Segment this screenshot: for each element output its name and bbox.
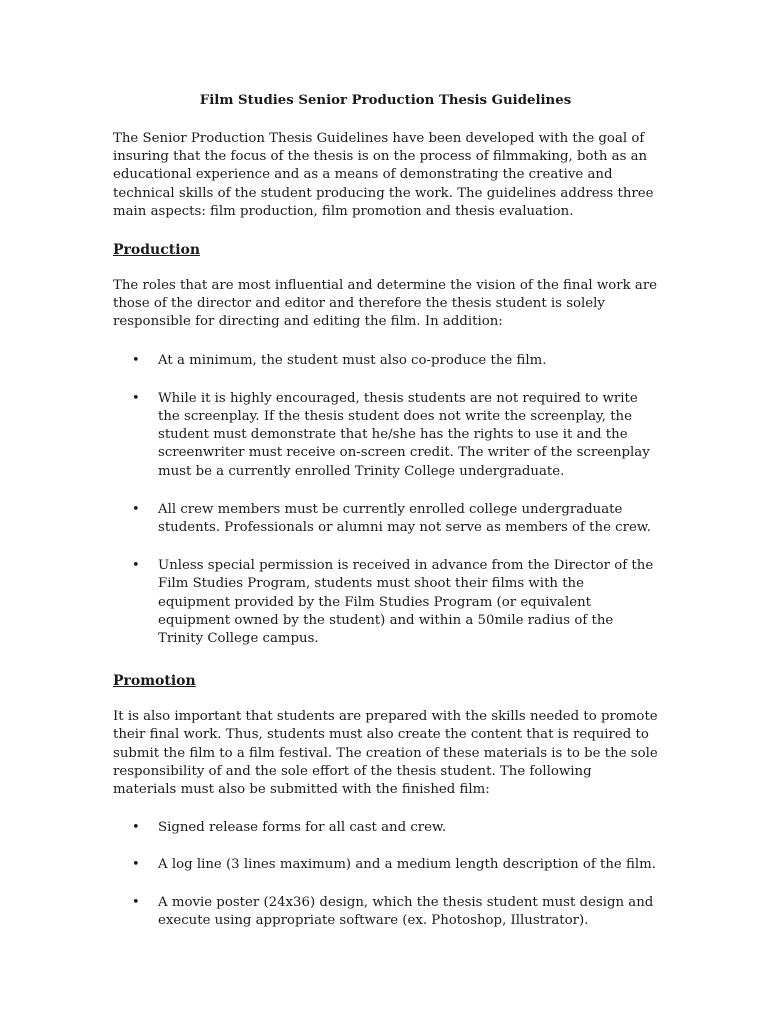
list-item-text: A log line (3 lines maximum) and a medium length description of the film. [158, 857, 656, 873]
promotion-heading: Promotion [113, 673, 196, 690]
list-item-text: A movie poster (24x36) design, which the thesis student must design and execute using appropriate software (ex. Photoshop, Illustrator). [158, 894, 654, 928]
list-item [113, 390, 658, 481]
promotion-list [113, 819, 658, 930]
bullet-icon: • [132, 857, 140, 873]
promotion-intro: It is also important that students are prepared with the skills needed to promote their final work. Thus, students must also create the content that is required to submit the film to a film festival. The creation of these materials is to be the sole responsibility of and the sole effort of the thesis student. The following materials must also be submitted with the finished film: [113, 709, 658, 798]
list-item-text: While it is highly encouraged, thesis students are not required to write the screenplay. If the thesis student does not write the screenplay, the student must demonstrate that he/she has the rights to use it and the screenwriter must receive on-screen credit. The writer of the screenplay must be a currently enrolled Trinity College undergraduate. [158, 390, 650, 479]
list-item [113, 894, 658, 930]
document-title: Film Studies Senior Production Thesis Guidelines [199, 93, 572, 108]
bullet-icon: • [132, 501, 140, 517]
bullet-icon: • [132, 390, 140, 406]
bullet-icon: • [132, 894, 140, 910]
intro-paragraph: The Senior Production Thesis Guidelines have been developed with the goal of insuring that the focus of the thesis is on the process of filmmaking, both as an educational experience and as a means of demonstrating the creative and technical skills of the student producing the work. The guidelines address three main aspects: film production, film promotion and thesis evaluation. [113, 131, 654, 219]
production-list [113, 352, 658, 649]
list-item [113, 557, 658, 648]
list-item [113, 501, 658, 537]
list-item [113, 819, 658, 837]
document-body [113, 92, 658, 949]
bullet-icon: • [132, 820, 140, 836]
list-item [113, 856, 658, 874]
list-item [113, 352, 658, 370]
bullet-icon: • [132, 558, 140, 574]
list-item-text: Unless special permission is received in advance from the Director of the Film Studies Program, students must shoot their films with the equipment provided by the Film Studies Program (or equivalent equipment owned by the student) and within a 50mile radius of the Trinity College campus. [158, 558, 654, 647]
list-item-text: All crew members must be currently enrolled college undergraduate students. Professionals or alumni may not serve as members of the crew. [158, 501, 651, 536]
production-intro: The roles that are most influential and determine the vision of the final work are those of the director and editor and therefore the thesis student is solely responsible for directing and editing the film. In addition: [113, 278, 658, 330]
list-item-text: At a minimum, the student must also co-produce the film. [158, 352, 547, 368]
list-item-text: Signed release forms for all cast and crew. [158, 820, 447, 836]
bullet-icon: • [132, 352, 140, 368]
production-heading: Production [113, 242, 201, 259]
